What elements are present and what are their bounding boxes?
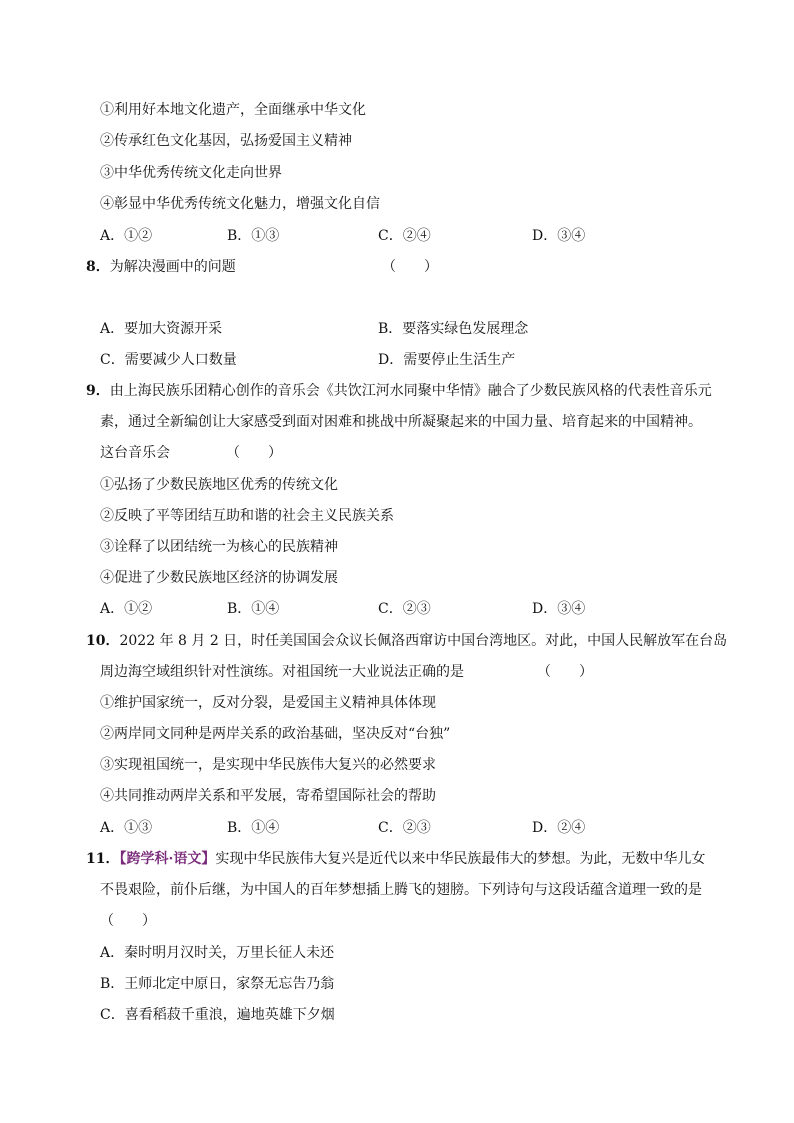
q8-option-a: A．要加大资源开采	[100, 321, 223, 337]
q10-option-d: D．②④	[532, 820, 586, 836]
q7-statement-4: ④彰显中华优秀传统文化魅力，增强文化自信	[100, 196, 380, 212]
q9-statement-2: ②反映了平等团结互助和谐的社会主义民族关系	[100, 508, 394, 524]
q10-stem-line-2: 周边海空域组织针对性演练。对祖国统一大业说法正确的是	[100, 664, 464, 680]
q9-stem-line-2: 素，通过全新编创让大家感受到面对困难和挑战中所凝聚起来的中国力量、培育起来的中国精神。	[100, 414, 702, 430]
q7-option-b: B．①③	[227, 228, 280, 244]
q10-stem-text-1: 2022 年 8 月 2 日，时任美国国会众议长佩洛西窜访中国台湾地区。对此，中国人民解放军在台岛	[119, 633, 728, 649]
q8-stem: 为解决漫画中的问题	[109, 259, 236, 275]
q9-number: 9．	[86, 383, 110, 399]
q9-statement-4: ④促进了少数民族地区经济的协调发展	[100, 570, 338, 586]
q10-statement-4: ④共同推动两岸关系和平发展，寄希望国际社会的帮助	[100, 788, 436, 804]
q11-stem-text-1: 实现中华民族伟大复兴是近代以来中华民族最伟大的梦想。为此，无数中华儿女	[215, 851, 706, 867]
q7-statement-3: ③中华优秀传统文化走向世界	[100, 165, 282, 181]
q10-stem-line-1	[86, 631, 727, 651]
q9-stem-text-1: 由上海民族乐团精心创作的音乐会《共饮江河水同聚中华情》融合了少数民族风格的代表性音乐元	[109, 383, 712, 399]
q11-stem-line-2: 不畏艰险，前仆后继，为中国人的百年梦想插上腾飞的翅膀。下列诗句与这段话蕴含道理一致的是	[100, 882, 702, 898]
q9-option-c: C．②③	[378, 601, 431, 617]
q7-option-c: C．②④	[378, 228, 431, 244]
q10-statement-2: ②两岸同文同种是两岸关系的政治基础，坚决反对“台独”	[100, 726, 451, 742]
q11-option-a: A．秦时明月汉时关，万里长征人未还	[100, 945, 335, 961]
q11-number: 11．	[86, 851, 120, 867]
q11-option-c: C．喜看稻菽千重浪，遍地英雄下夕烟	[100, 1007, 335, 1023]
q8-answer-paren: （ ）	[382, 259, 438, 275]
q9-answer-paren: （ ）	[226, 445, 282, 461]
q10-option-a: A．①③	[100, 820, 153, 836]
q8-option-b: B．要落实绿色发展理念	[378, 321, 529, 337]
q8-option-d: D．需要停止生活生产	[378, 352, 516, 368]
q7-option-a: A．①②	[100, 228, 153, 244]
q8-stem-line	[86, 257, 236, 277]
q11-answer-paren: （ ）	[100, 913, 156, 929]
q9-statement-1: ①弘扬了少数民族地区优秀的传统文化	[100, 477, 338, 493]
q10-statement-3: ③实现祖国统一，是实现中华民族伟大复兴的必然要求	[100, 757, 436, 773]
q9-stem-line-3: 这台音乐会	[100, 445, 170, 461]
q9-option-b: B．①④	[227, 601, 280, 617]
q11-option-b: B．王师北定中原日，家祭无忘告乃翁	[100, 976, 335, 992]
q8-number: 8．	[86, 259, 110, 275]
q9-option-d: D．③④	[532, 601, 586, 617]
q9-stem-line-1	[86, 381, 712, 401]
q10-number: 10．	[86, 633, 120, 649]
q10-option-b: B．①④	[227, 820, 280, 836]
q8-option-c: C．需要减少人口数量	[100, 352, 237, 368]
q10-statement-1: ①维护国家统一，反对分裂，是爱国主义精神具体体现	[100, 695, 436, 711]
q10-answer-paren: （ ）	[537, 664, 593, 680]
q7-statement-1: ①利用好本地文化遗产，全面继承中华文化	[100, 102, 366, 118]
q11-subject-tag: 【跨学科·语文】	[119, 851, 216, 867]
q10-option-c: C．②③	[378, 820, 431, 836]
q11-stem-line-1	[86, 849, 705, 869]
q7-option-d: D．③④	[532, 228, 586, 244]
q9-statement-3: ③诠释了以团结统一为核心的民族精神	[100, 539, 338, 555]
q9-option-a: A．①②	[100, 601, 153, 617]
q7-statement-2: ②传承红色文化基因，弘扬爱国主义精神	[100, 133, 352, 149]
